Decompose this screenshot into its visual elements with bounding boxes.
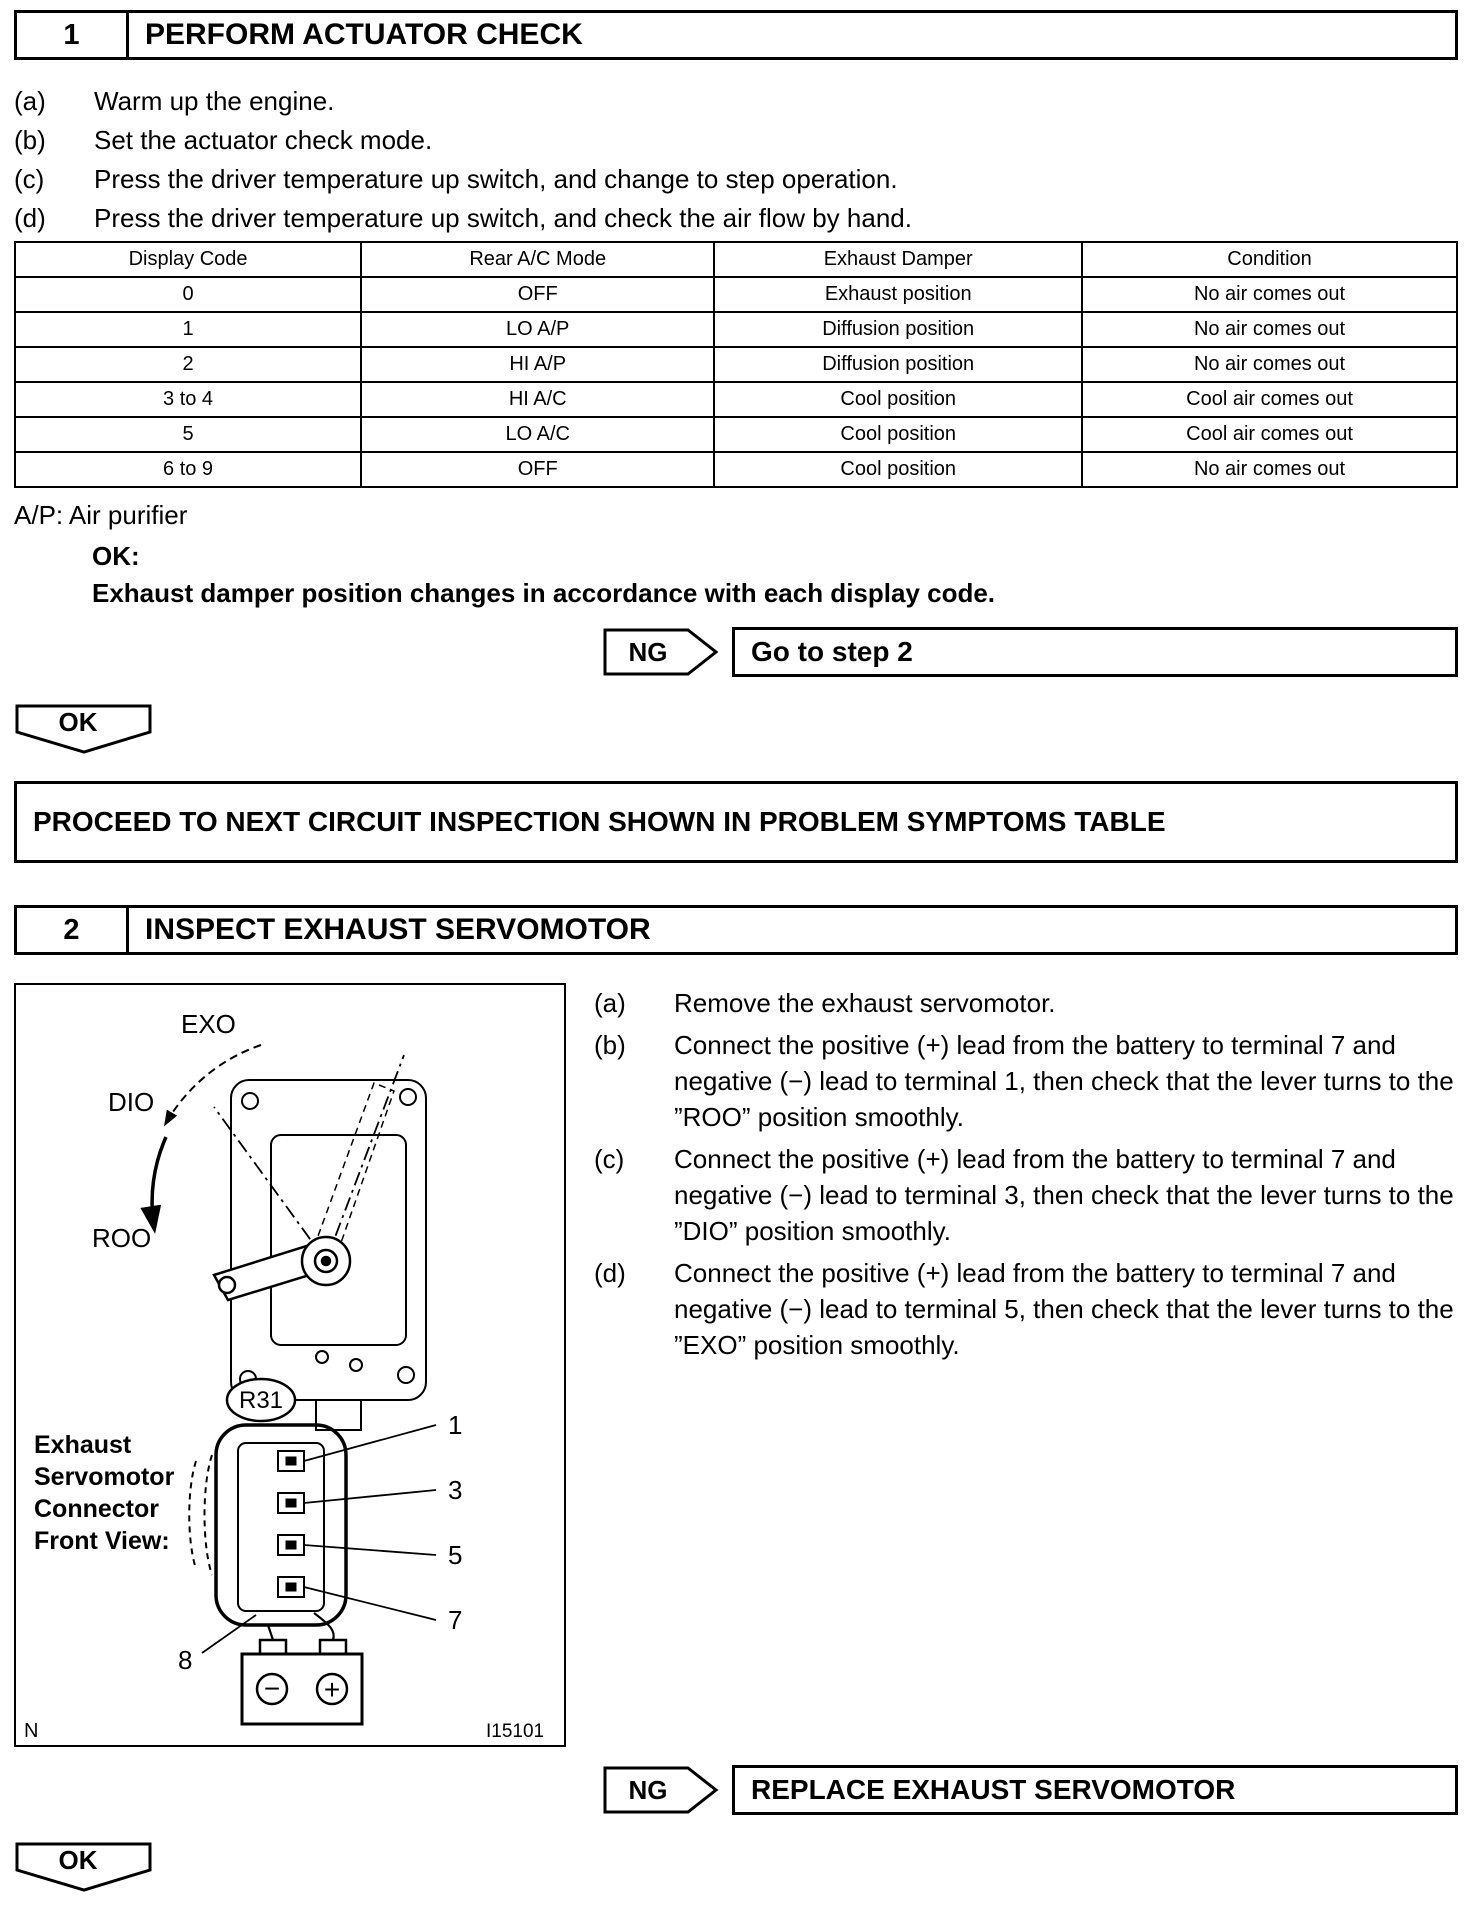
step1-title: PERFORM ACTUATOR CHECK xyxy=(145,18,583,51)
ok-heading: OK: xyxy=(92,541,140,571)
instruction-line xyxy=(594,1255,1458,1363)
table-row xyxy=(15,277,1457,312)
caption-line: Connector xyxy=(34,1495,159,1523)
caption-line: Exhaust xyxy=(34,1431,132,1459)
cell: Cool position xyxy=(714,452,1082,487)
instruction-text: Press the driver temperature up switch, and check the air flow by hand. xyxy=(94,203,912,233)
cell: 6 to 9 xyxy=(15,452,361,487)
col-header-exhaust-damper: Exhaust Damper xyxy=(714,242,1082,277)
instruction-text: Set the actuator check mode. xyxy=(94,125,433,155)
table-row xyxy=(15,347,1457,382)
cell: HI A/P xyxy=(361,347,714,382)
instruction-line xyxy=(14,201,1458,235)
terminal-5-label: 5 xyxy=(448,1540,463,1570)
display-code-table xyxy=(14,241,1458,488)
figure-caption xyxy=(34,1431,175,1555)
cell: OFF xyxy=(361,452,714,487)
instruction-label: (b) xyxy=(14,125,46,155)
cell: LO A/P xyxy=(361,312,714,347)
dio-roo-arrow xyxy=(152,1137,166,1227)
cell: HI A/C xyxy=(361,382,714,417)
ng-arrow-icon xyxy=(602,1765,720,1815)
exo-dio-arc xyxy=(166,1045,261,1123)
cell: Cool air comes out xyxy=(1082,417,1457,452)
ng-row-step2 xyxy=(602,1765,1458,1815)
ok-statement: Exhaust damper position changes in accordance with each display code. xyxy=(92,578,996,608)
battery-plus-icon: + xyxy=(323,1674,341,1705)
cell: No air comes out xyxy=(1082,312,1457,347)
exo-label: EXO xyxy=(181,1009,236,1039)
instruction-label: (c) xyxy=(594,1144,625,1174)
cell: Exhaust position xyxy=(714,277,1082,312)
step2-instructions xyxy=(594,983,1458,1747)
cell: No air comes out xyxy=(1082,452,1457,487)
cell: Cool air comes out xyxy=(1082,382,1457,417)
instruction-label: (b) xyxy=(594,1030,626,1060)
battery xyxy=(242,1613,362,1724)
instruction-text: Press the driver temperature up switch, and change to step operation. xyxy=(94,164,898,194)
caption-line: Front View: xyxy=(34,1527,170,1555)
cell: 3 to 4 xyxy=(15,382,361,417)
instruction-line xyxy=(14,123,1458,157)
cell: 0 xyxy=(15,277,361,312)
ng-arrow-icon xyxy=(602,627,720,677)
table-row xyxy=(15,417,1457,452)
ng-action-step2: REPLACE EXHAUST SERVOMOTOR xyxy=(732,1765,1458,1815)
cell: 5 xyxy=(15,417,361,452)
step1-instructions xyxy=(14,84,1458,235)
instruction-line xyxy=(14,84,1458,118)
instruction-label: (c) xyxy=(14,164,45,194)
cell: Diffusion position xyxy=(714,312,1082,347)
table-row xyxy=(15,382,1457,417)
ok-banner-label: OK xyxy=(58,1845,98,1875)
ng-action-step1: Go to step 2 xyxy=(732,627,1458,677)
col-header-display-code: Display Code xyxy=(15,242,361,277)
ng-label: NG xyxy=(628,637,668,667)
cell: No air comes out xyxy=(1082,277,1457,312)
step1-header xyxy=(14,10,1458,60)
servomotor-diagram xyxy=(16,985,564,1745)
cell: 2 xyxy=(15,347,361,382)
terminal-8-label: 8 xyxy=(178,1645,193,1675)
cell: No air comes out xyxy=(1082,347,1457,382)
dio-label: DIO xyxy=(108,1087,155,1117)
servomotor-figure xyxy=(14,983,566,1747)
connector-front-view xyxy=(189,1425,346,1625)
connector-id-label: R31 xyxy=(238,1387,284,1414)
ng-label: NG xyxy=(628,1775,668,1805)
cell: OFF xyxy=(361,277,714,312)
instruction-text: Connect the positive (+) lead from the battery to terminal 7 and negative (−) lead to terminal 1, then check that the lever turns to the ”ROO” position smoothly. xyxy=(674,1030,1454,1132)
instruction-text: Connect the positive (+) lead from the battery to terminal 7 and negative (−) lead to terminal 5, then check that the lever turns to the ”EXO” position smoothly. xyxy=(674,1258,1454,1360)
table-header-row xyxy=(15,242,1457,277)
cell: Cool position xyxy=(714,382,1082,417)
instruction-line xyxy=(594,1141,1458,1249)
terminal-3-label: 3 xyxy=(448,1475,463,1505)
ok-banner-step2 xyxy=(14,1841,154,1893)
ng-row-step1 xyxy=(602,627,1458,677)
table-row xyxy=(15,312,1457,347)
instruction-text: Warm up the engine. xyxy=(94,86,335,116)
terminal-1-label: 1 xyxy=(448,1410,463,1440)
col-header-condition: Condition xyxy=(1082,242,1457,277)
instruction-line xyxy=(594,1027,1458,1135)
step2-body xyxy=(14,983,1458,1747)
instruction-label: (a) xyxy=(14,86,46,116)
caption-line: Servomotor xyxy=(34,1463,175,1491)
ok-banner-label: OK xyxy=(58,707,98,737)
cell: LO A/C xyxy=(361,417,714,452)
instruction-text: Remove the exhaust servomotor. xyxy=(674,988,1056,1018)
exo-reference-line xyxy=(326,1055,404,1261)
corner-mark: N xyxy=(24,1720,39,1742)
step1-number: 1 xyxy=(17,13,129,57)
ok-banner-step1 xyxy=(14,703,154,755)
instruction-line xyxy=(14,162,1458,196)
cell: Diffusion position xyxy=(714,347,1082,382)
cell: 1 xyxy=(15,312,361,347)
battery-minus-icon: − xyxy=(263,1673,281,1704)
roo-label: ROO xyxy=(92,1223,152,1253)
instruction-label: (d) xyxy=(14,203,46,233)
instruction-label: (a) xyxy=(594,988,626,1018)
step2-title: INSPECT EXHAUST SERVOMOTOR xyxy=(145,913,651,946)
figure-id: I15101 xyxy=(486,1721,545,1742)
instruction-line xyxy=(594,985,1458,1021)
lever-ghost-outline xyxy=(314,1083,394,1257)
step2-number: 2 xyxy=(17,908,129,952)
instruction-text: Connect the positive (+) lead from the battery to terminal 7 and negative (−) lead to terminal 3, then check that the lever turns to the ”DIO” position smoothly. xyxy=(674,1144,1454,1246)
col-header-rear-ac-mode: Rear A/C Mode xyxy=(361,242,714,277)
servomotor-lever xyxy=(214,1237,350,1300)
table-row xyxy=(15,452,1457,487)
cell: Cool position xyxy=(714,417,1082,452)
proceed-box: PROCEED TO NEXT CIRCUIT INSPECTION SHOWN IN PROBLEM SYMPTOMS TABLE xyxy=(14,781,1458,863)
instruction-label: (d) xyxy=(594,1258,626,1288)
terminal-7-label: 7 xyxy=(448,1605,463,1635)
step2-header xyxy=(14,905,1458,955)
ap-footnote: A/P: Air purifier xyxy=(14,500,188,530)
